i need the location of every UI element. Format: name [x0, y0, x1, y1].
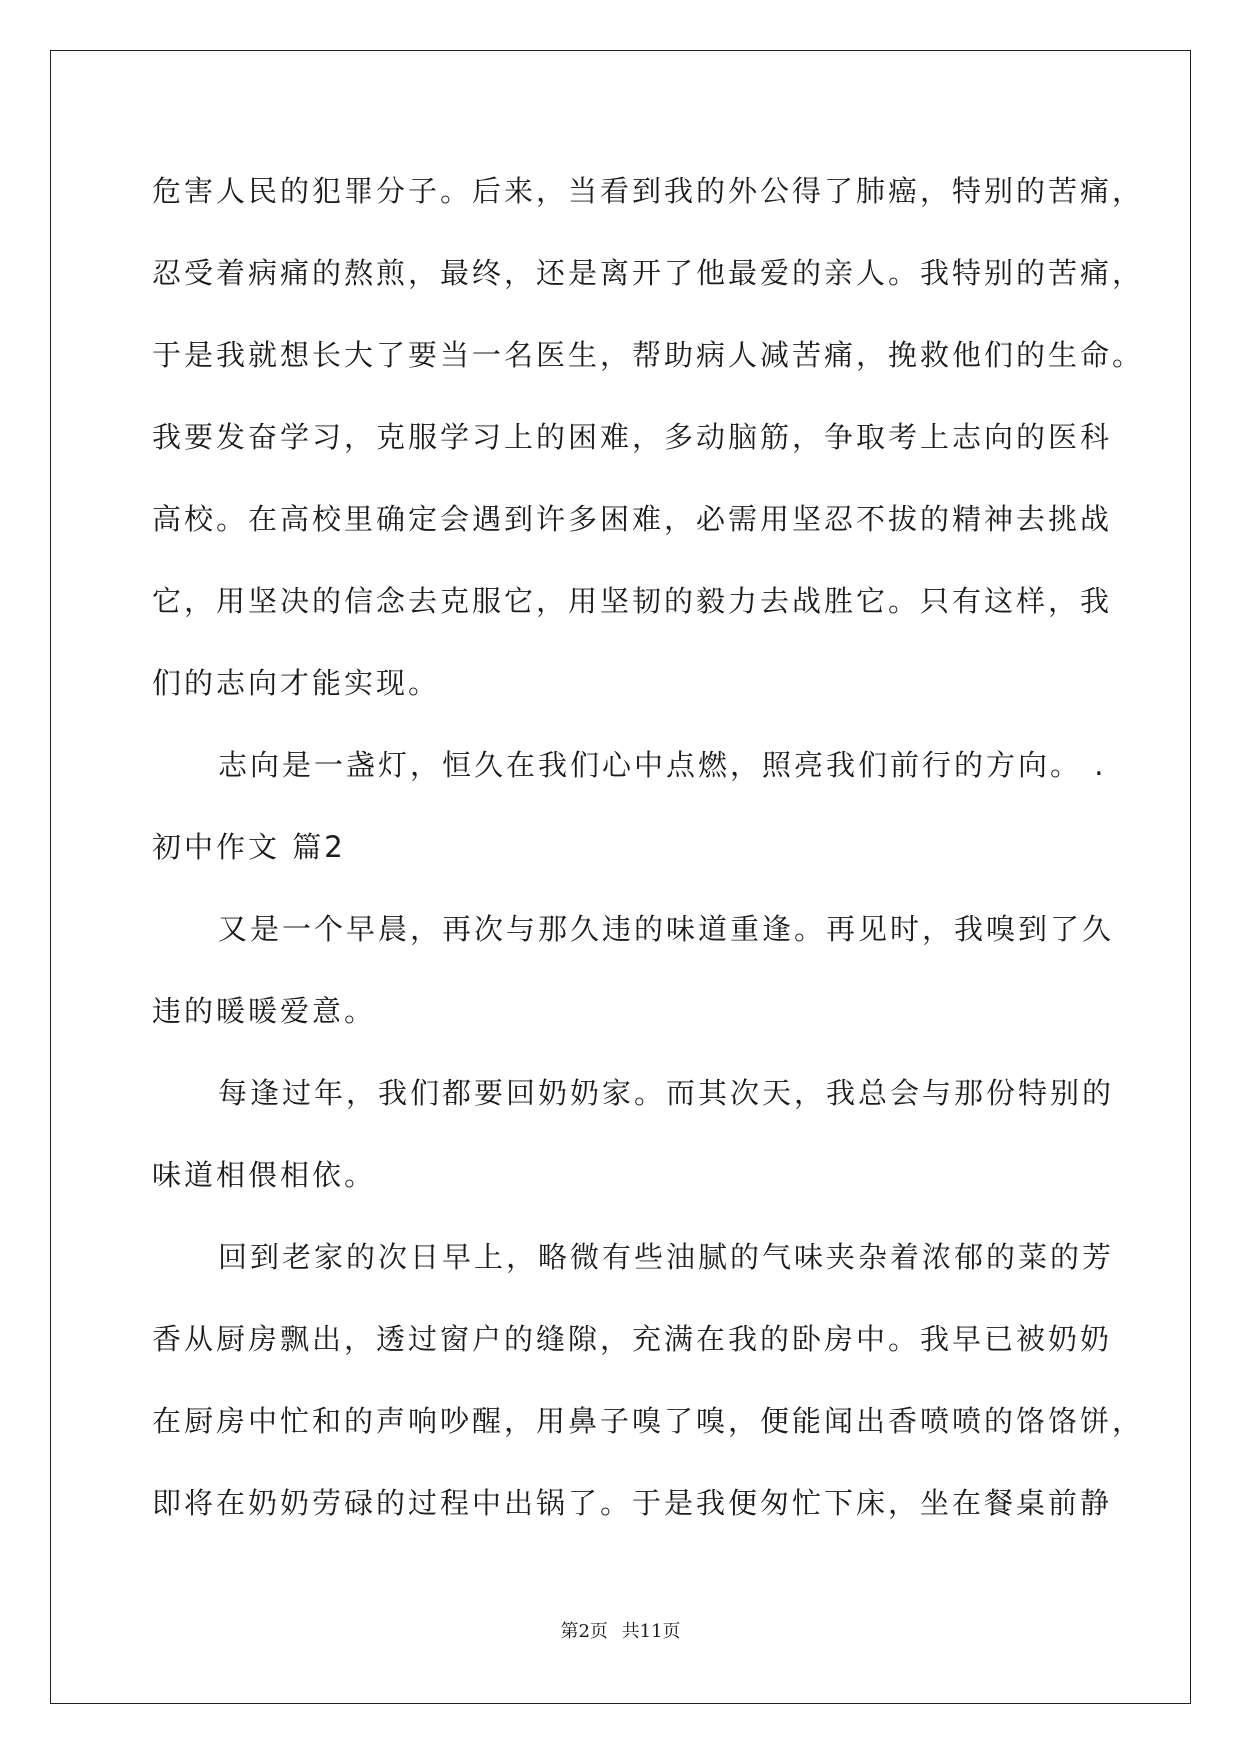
- paragraph-line: 每逢过年，我们都要回奶奶家。而其次天，我总会与那份特别的: [218, 1076, 1115, 1110]
- paragraph-line: 即将在奶奶劳碌的过程中出锅了。于是我便匆忙下床，坐在餐桌前静: [152, 1486, 1113, 1520]
- paragraph-line: 香从厨房飘出，透过窗户的缝隙，充满在我的卧房中。我早已被奶奶: [152, 1322, 1113, 1356]
- paragraph-line: 违的暖暖爱意。: [152, 994, 377, 1028]
- paragraph-line: 高校。在高校里确定会遇到许多困难，必需用坚忍不拔的精神去挑战: [152, 502, 1113, 536]
- paragraph-line: 志向是一盏灯，恒久在我们心中点燃，照亮我们前行的方向。 .: [218, 748, 1107, 782]
- paragraph-line: 它，用坚决的信念去克服它，用坚韧的毅力去战胜它。只有这样，我: [152, 584, 1113, 618]
- paragraph-line: 味道相偎相依。: [152, 1158, 377, 1192]
- page-total: 共11页: [621, 1621, 681, 1642]
- paragraph-line: 我要发奋学习，克服学习上的困难，多动脑筋，争取考上志向的医科: [152, 420, 1113, 454]
- section-heading: 初中作文 篇2: [152, 830, 346, 864]
- paragraph-line: 回到老家的次日早上，略微有些油腻的气味夹杂着浓郁的菜的芳: [218, 1240, 1115, 1274]
- paragraph-line: 在厨房中忙和的声响吵醒，用鼻子嗅了嗅，便能闻出香喷喷的饹饹饼，: [152, 1404, 1145, 1438]
- page-border: [50, 50, 1191, 1704]
- paragraph-line: 危害人民的犯罪分子。后来，当看到我的外公得了肺癌，特别的苦痛，: [152, 174, 1145, 208]
- paragraph-line: 忍受着病痛的熬煎，最终，还是离开了他最爱的亲人。我特别的苦痛，: [152, 256, 1145, 290]
- page-number: 第2页: [560, 1621, 608, 1642]
- paragraph-line: 又是一个早晨，再次与那久违的味道重逢。再见时，我嗅到了久: [218, 912, 1115, 946]
- paragraph-line: 于是我就想长大了要当一名医生，帮助病人减苦痛，挽救他们的生命。: [152, 338, 1145, 372]
- page-footer: [0, 1620, 1241, 1644]
- paragraph-line: 们的志向才能实现。: [152, 666, 441, 700]
